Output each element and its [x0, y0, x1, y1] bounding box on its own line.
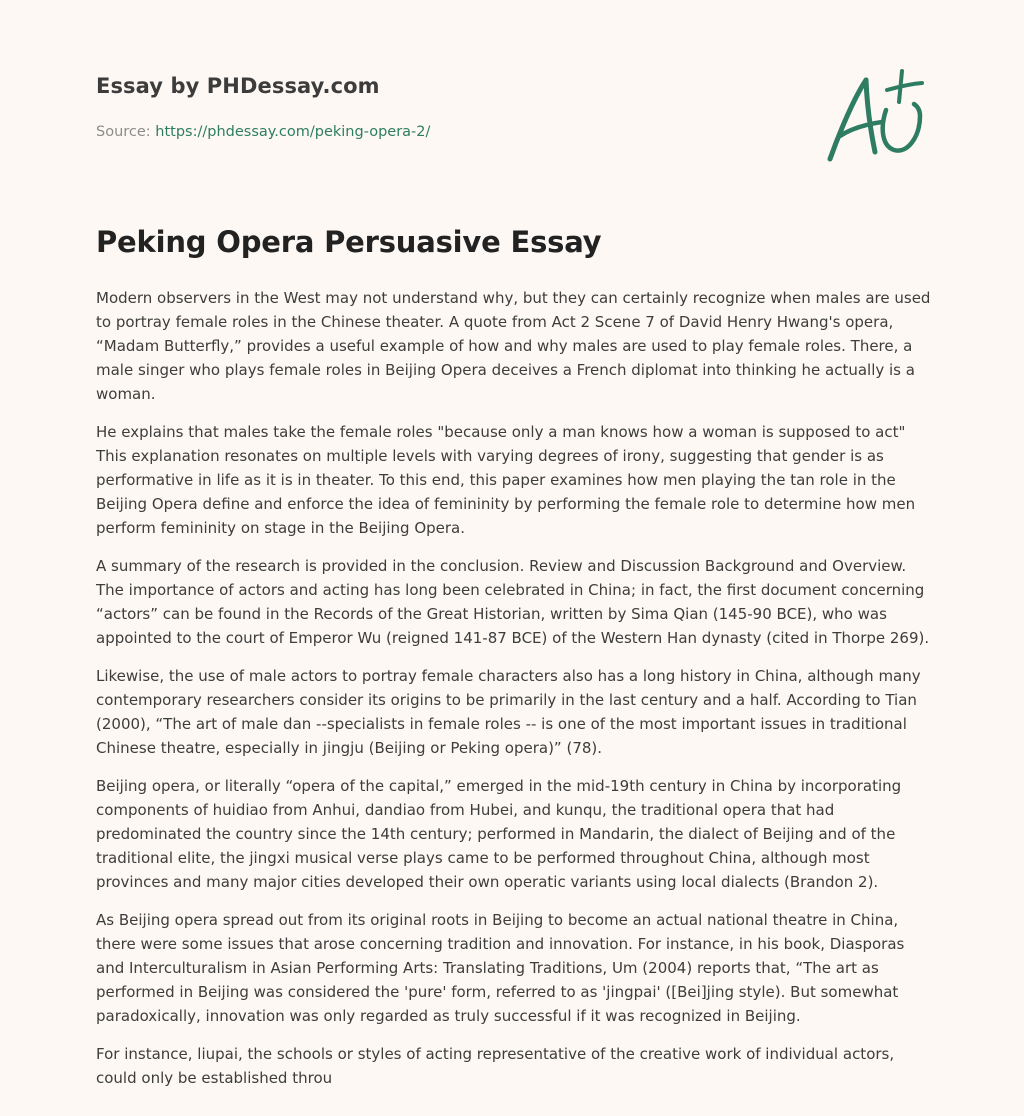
essay-body	[96, 286, 932, 1104]
a-plus-logo-icon	[820, 66, 930, 166]
brand-title: Essay by PHDessay.com	[96, 74, 380, 98]
source-link[interactable]: https://phdessay.com/peking-opera-2/	[155, 124, 431, 140]
paragraph: For instance, liupai, the schools or styles of acting representative of the creative work of individual actors, could only be established throu	[96, 1045, 895, 1087]
page-title: Peking Opera Persuasive Essay	[96, 225, 602, 259]
paragraph: As Beijing opera spread out from its original roots in Beijing to become an actual national theatre in China, there were some issues that arose concerning tradition and innovation. For instance, in his book, Diasporas and Interculturalism in Asian Performing Arts: Translating Traditions, Um (2004) reports that, “The art as performed in Beijing was considered the 'pure' form, referred to as 'jingpai' ([Bei]jing style). But somewhat paradoxically, innovation was only regarded as truly successful if it was recognized in Beijing.	[96, 911, 905, 1025]
paragraph: Modern observers in the West may not understand why, but they can certainly recognize when males are used to portray female roles in the Chinese theater. A quote from Act 2 Scene 7 of David Henry Hwang's opera, “Madam Butterfly,” provides a useful example of how and why males are used to play female roles. There, a male singer who plays female roles in Beijing Opera deceives a French diplomat into thinking he actually is a woman.	[96, 289, 931, 403]
source-line	[96, 124, 430, 140]
paragraph: A summary of the research is provided in the conclusion. Review and Discussion Background and Overview. The importance of actors and acting has long been celebrated in China; in fact, the first document concerning “actors” can be found in the Records of the Great Historian, written by Sima Qian (145-90 BCE), who was appointed to the court of Emperor Wu (reigned 141-87 BCE) of the Western Han dynasty (cited in Thorpe 269).	[96, 557, 930, 647]
source-label: Source:	[96, 124, 156, 140]
paragraph: He explains that males take the female roles "because only a man knows how a woman is supposed to act" This explanation resonates on multiple levels with varying degrees of irony, suggesting that gender is as performative in life as it is in theater. To this end, this paper examines how men playing the tan role in the Beijing Opera define and enforce the idea of femininity by performing the female role to determine how men perform femininity on stage in the Beijing Opera.	[96, 423, 916, 537]
paragraph: Beijing opera, or literally “opera of the capital,” emerged in the mid-19th century in China by incorporating components of huidiao from Anhui, dandiao from Hubei, and kunqu, the traditional opera that had predominated the country since the 14th century; performed in Mandarin, the dialect of Beijing and of the traditional elite, the jingxi musical verse plays came to be performed throughout China, although most provinces and many major cities developed their own operatic variants using local dialects (Brandon 2).	[96, 777, 902, 891]
header	[96, 74, 380, 98]
paragraph: Likewise, the use of male actors to portray female characters also has a long history in China, although many contemporary researchers consider its origins to be primarily in the last century and a half. According to Tian (2000), “The art of male dan --specialists in female roles -- is one of the most important issues in traditional Chinese theatre, especially in jingju (Beijing or Peking opera)” (78).	[96, 667, 921, 757]
